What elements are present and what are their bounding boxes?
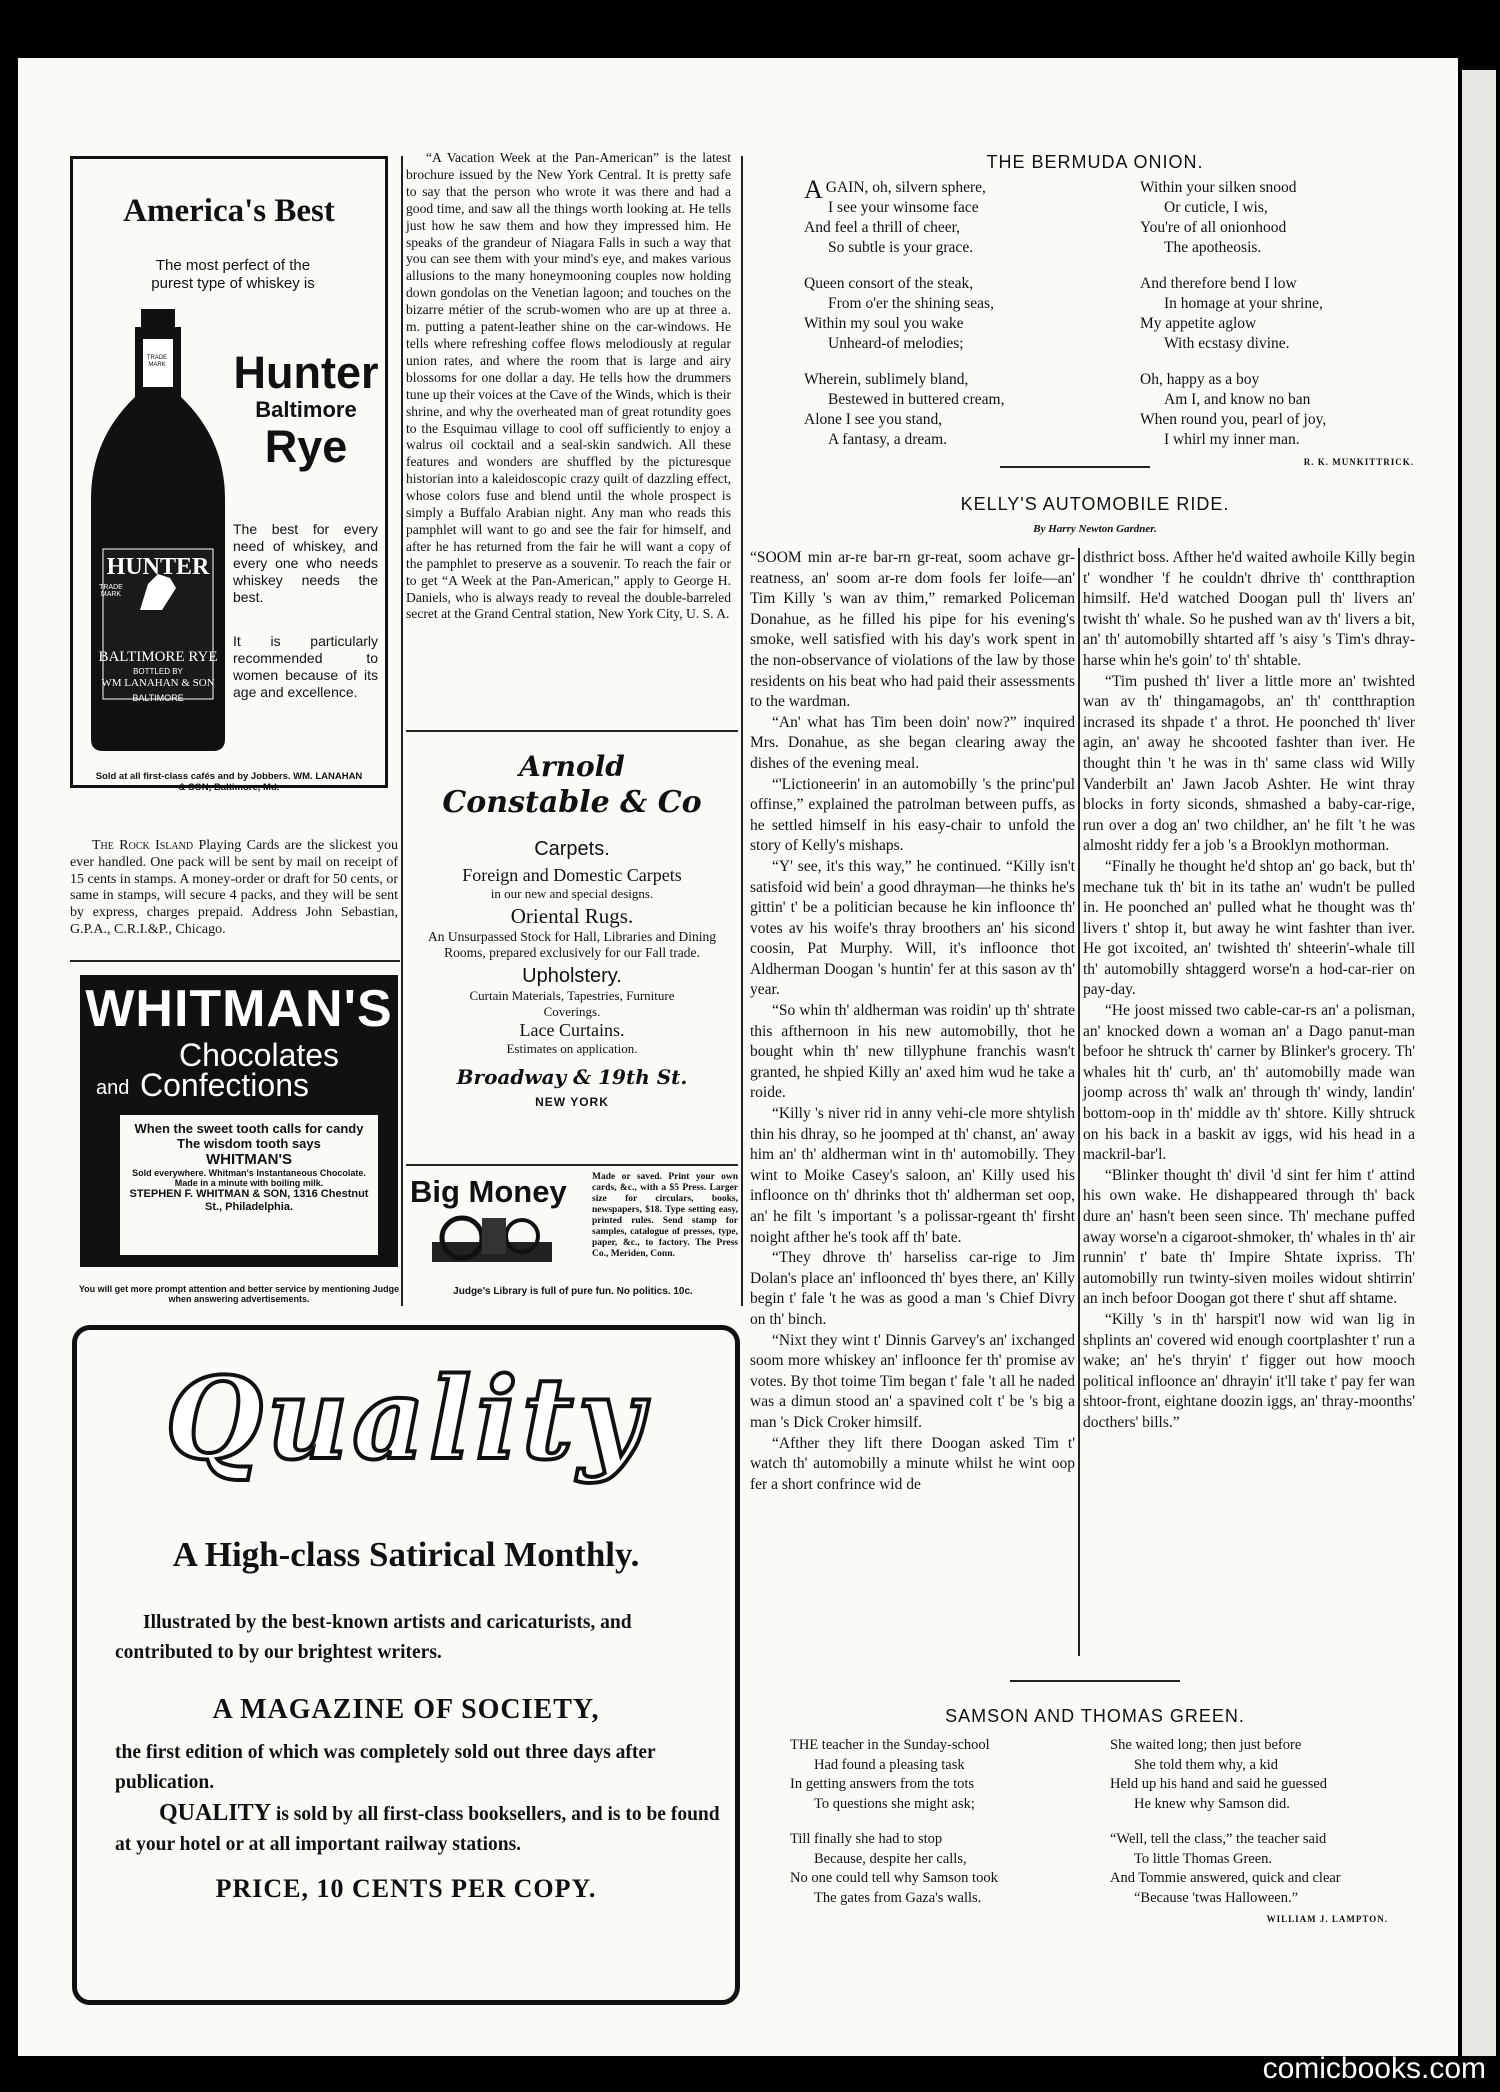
- samson-line: The gates from Gaza's walls.: [814, 1889, 982, 1906]
- quality-p1: Illustrated by the best-known artists and caricaturists, and contributed to by our brightest writers.: [115, 1612, 632, 1663]
- bermuda-author: R. K. MUNKITTRICK.: [1303, 457, 1414, 467]
- arnold-l6: Upholstery.: [522, 965, 622, 987]
- bermuda-line: The apotheosis.: [1164, 239, 1262, 256]
- bermuda-line: Am I, and know no ban: [1164, 391, 1311, 408]
- quality-price: PRICE, 10 CENTS PER COPY.: [215, 1874, 597, 1903]
- bermuda-stanza: [804, 274, 1104, 354]
- arnold-logo-1: Arnold: [519, 750, 625, 783]
- bermuda-line: Alone I see you stand,: [804, 411, 943, 428]
- kelly-para: “So whin th' aldherman was roidin' up th' shtrate this afthernoon in his new automobilly, thot he bought whin th' new tillyphune franchis wasn't granted, he shpied Killy an' axed him wud he take a roide.: [750, 1002, 1075, 1102]
- judge-notice: You will get more prompt attention and better service by mentioning Judge when answering advertisements.: [78, 1284, 400, 1304]
- label-trademark: TRADE MARK: [99, 584, 123, 598]
- bermuda-left: [804, 175, 1104, 466]
- kelly-para: “They dhrove th' harseliss car-rige to Jim Dolan's place an' infloonced th' byes there, an' Killy begin t' fale 't he was as good a man 's Chief Divry on th' binch.: [750, 1249, 1075, 1328]
- rock-island-lead: The Rock Island: [92, 838, 194, 853]
- label-rye: BALTIMORE RYE: [98, 649, 218, 665]
- samson-line: THE teacher in the Sunday-school: [790, 1737, 990, 1753]
- samson-author: WILLIAM J. LAMPTON.: [1266, 1914, 1388, 1924]
- samson-line: Till finally she had to stop: [790, 1831, 943, 1847]
- arnold-l7: Curtain Materials, Tapestries, Furniture Coverings.: [469, 988, 675, 1019]
- arnold-l3: in our new and special designs.: [490, 886, 654, 901]
- bermuda-title: THE BERMUDA ONION.: [986, 152, 1204, 172]
- adjacent-page-edge: [1462, 70, 1496, 2056]
- kelly-col-left: [750, 548, 1075, 1495]
- bermuda-line: Unheard-of melodies;: [828, 335, 964, 352]
- arnold-l10: Broadway & 19th St.: [456, 1065, 688, 1089]
- kelly-para: “Afther they lift there Doogan asked Tim t' watch th' automobilly a minute whilst he wint oop fer a short confrince wid de: [750, 1434, 1075, 1493]
- site-watermark: comicbooks.com: [1262, 2052, 1486, 2085]
- arnold-l2: Foreign and Domestic Carpets: [462, 865, 682, 885]
- label-maker: WM LANAHAN & SON: [101, 677, 215, 689]
- kelly-byline: By Harry Newton Gardner.: [1033, 523, 1157, 535]
- samson-line: To little Thomas Green.: [1134, 1850, 1273, 1867]
- bermuda-line: With ecstasy divine.: [1164, 335, 1290, 352]
- samson-line: “Well, tell the class,” the teacher said: [1110, 1831, 1327, 1847]
- big-money-title: Big Money: [410, 1174, 567, 1209]
- bermuda-line: From o'er the shining seas,: [828, 295, 994, 312]
- quality-ad: [72, 1325, 740, 2005]
- samson-right: [1110, 1736, 1410, 1930]
- bermuda-line: Within your silken snood: [1140, 179, 1297, 196]
- arnold-logo-2: Constable & Co: [442, 785, 702, 820]
- samson-line: She waited long; then just before: [1110, 1737, 1302, 1753]
- bermuda-line: Queen consort of the steak,: [804, 275, 974, 292]
- kelly-para: “Blinker thought th' divil 'd sint fer him t' attind his own wake. He dishappeared through th' back dure an' hasn't been seen since. Th' mechane puffed away worse'n a cigaroot-shmoker, th' whales in th' air runnin' t' bate th' Impire Shtate ixpriss. Th' automobilly run twinty-siven moiles widout shtirrin' an inch befoor Doogan got there t' shut aff shtame.: [1083, 1166, 1415, 1308]
- samson-stanza: [790, 1736, 1110, 1814]
- quality-p4-text: is sold by all first-class booksellers, and is to be found at your hotel or at all important railway stations.: [115, 1804, 720, 1855]
- big-money-ad: [406, 1170, 740, 1270]
- samson-line: In getting answers from the tots: [790, 1776, 975, 1792]
- bermuda-line: AGAIN, oh, silvern sphere,: [804, 175, 986, 204]
- whitmans-confections: Confections: [140, 1067, 309, 1103]
- hunter-headline: America's Best: [123, 193, 335, 229]
- samson-stanza: [790, 1830, 1110, 1908]
- samson-line: To questions she might ask;: [814, 1795, 975, 1812]
- label-bottled: BOTTLED BY: [133, 667, 183, 676]
- samson-line: “Because 'twas Halloween.”: [1134, 1889, 1299, 1906]
- kelly-col-right: [1083, 548, 1415, 1434]
- whitmans-inner-3: Sold everywhere. Whitman's Instantaneous Chocolate. Made in a minute with boiling milk.: [132, 1168, 366, 1188]
- bermuda-line: When round you, pearl of joy,: [1140, 411, 1327, 428]
- rock-island-notice: [70, 838, 398, 939]
- kelly-para: “SOOM min ar-re bar-rn gr-reat, soom achave gr-reatness, an' soom ar-re dom fools fer loife—an' Tim Killy 's wan av thim,” remarked Policeman Donahue, as he filled his pipe for his evening's smoke, well satisfied with his day's work spent in the non-observance of violations of the law by those residents on his beat who had paid their assessments to the wardman.: [750, 549, 1075, 711]
- whitmans-title: WHITMAN'S: [85, 980, 393, 1038]
- quality-logo: Quality: [165, 1354, 647, 1485]
- samson-left: [790, 1736, 1110, 1924]
- whitmans-and: and: [96, 1077, 130, 1099]
- divider: [70, 960, 400, 962]
- quality-subtitle: A High-class Satirical Monthly.: [172, 1535, 640, 1574]
- whitmans-inner-2: WHITMAN'S: [205, 1151, 293, 1168]
- big-money-text: Made or saved. Print your own cards, &c., with a $5 Press. Larger size for circulars, books, newspapers, $18. Type setting easy, printed rules. Send stamp for samples, catalogue of presses, type, paper, &c., to factory. The Press Co., Meriden, Conn.: [592, 1172, 738, 1259]
- bermuda-line: Oh, happy as a boy: [1140, 371, 1260, 388]
- samson-line: Because, despite her calls,: [814, 1850, 967, 1867]
- column-divider: [401, 156, 403, 1306]
- rock-island-text: Playing Cards are the slickest you ever handled. One pack will be sent by mail on receipt of 15 cents in stamps. A money-order or draft for 50 cents, or same in stamps, will secure 4 packs, and they will be sent by express, charges prepaid. Address John Sebastian, G.P.A., C.R.I.&P., Chicago.: [70, 838, 398, 937]
- bermuda-stanza: [804, 370, 1104, 450]
- bermuda-stanza: [1140, 178, 1420, 258]
- bermuda-line: And therefore bend I low: [1140, 275, 1297, 292]
- hunter-footer: Sold at all first-class cafés and by Jobbers. WM. LANAHAN & SON, Baltimore, Md.: [95, 771, 363, 793]
- hunter-copy-1: The best for every need of whiskey, and every one who needs whiskey needs the best.: [233, 521, 378, 605]
- samson-title: SAMSON AND THOMAS GREEN.: [945, 1706, 1245, 1726]
- arnold-l5: An Unsurpassed Stock for Hall, Libraries and Dining Rooms, prepared exclusively for our Fall trade.: [428, 929, 716, 960]
- column-divider: [1078, 548, 1080, 1656]
- bermuda-line: I whirl my inner man.: [1164, 431, 1300, 448]
- bermuda-line: I see your winsome face: [828, 199, 979, 216]
- bermuda-stanza: [1140, 274, 1420, 354]
- column-divider: [741, 156, 743, 1306]
- samson-line: He knew why Samson did.: [1134, 1795, 1290, 1812]
- judge-library: Judge's Library is full of pure fun. No politics. 10c.: [453, 1286, 693, 1297]
- kelly-para: “Nixt they wint t' Dinnis Garvey's an' ixchanged soom more whiskey an' infloonce fer th' promise av votes. By thot toime Tim began t' fale 't all he naded was a dimun stood an' a spavined colt t' be 's big a man 's Dick Croker himsilf.: [750, 1331, 1075, 1431]
- bermuda-line: And feel a thrill of cheer,: [804, 219, 961, 236]
- arnold-l8: Lace Curtains.: [519, 1020, 625, 1040]
- bermuda-line: Bestewed in buttered cream,: [828, 391, 1005, 408]
- samson-stanza: [1110, 1830, 1410, 1908]
- brand-rye: Rye: [264, 421, 348, 472]
- kelly-para: disthrict boss. Afther he'd waited awhoile Killy begin t' wondher 'f he couldn't dhrive th' contthraption himsilf. He'd watched Doogan pull th' livers an' twisht th' whale. So he pushed wan av th' livers a bit, an' th' automobilly shtarted aff 's aisy 's Tim's dhray-harse whin he's goin' to' th' shtable.: [1083, 549, 1415, 669]
- divider: [406, 1164, 738, 1166]
- kelly-para: “Tim pushed th' liver a little more an' twishted wan av th' thingamagobs, an' th' contthraption incrased its shpade t' a throt. He poonched th' liver agin, an' away he shcooted fashter than iver. He thought thin 't he was in th' same class wid Willy Vanderbilt an' Jawn Jacob Ashter. He wint thray blocks in forty siconds, shmashed a baby-car-rige, run over a dog an' two childher, an' he filt 't he was almosht riddy fer a job 's a Brooklyn mothorman.: [1083, 672, 1415, 855]
- arnold-constable-ad: [406, 740, 738, 1160]
- kelly-para: “Y' see, it's this way,” he continued. “Killy isn't satisfoid wid bein' a good dhrayman—he thinks he's gittin' t' be a politician because he kin infloonce th' votes av his woife's thray broothers an' his sicond coosin, Pat Murphy. Will, it's infloonce thot Aldherman Doogan 's huntin' fer at this sason av th' year.: [750, 857, 1075, 999]
- drop-cap: A: [804, 175, 823, 204]
- brand-baltimore: Baltimore: [255, 397, 357, 422]
- brand-hunter: Hunter: [233, 347, 379, 398]
- whitmans-inner-1: When the sweet tooth calls for candy The wisdom tooth says: [134, 1121, 364, 1151]
- bermuda-line: So subtle is your grace.: [828, 239, 974, 256]
- bermuda-right: [1140, 178, 1420, 472]
- hunter-intro: The most perfect of the purest type of whiskey is: [151, 257, 315, 292]
- samson-line: Held up his hand and said he guessed: [1110, 1776, 1328, 1792]
- hunter-rye-ad: [70, 156, 388, 793]
- kelly-para: “Killy 's in th' harspit'l now wid wan lig in shplints an' covered wid enough coortplashter t' run a wake; an' he's thryin' t' figger out how mooch political infloonce an' dhrayin' it'll take t' pay fer wan shtoor-front, eightane doozin iggs, an' thray-moonths' docthers' bills.”: [1083, 1310, 1416, 1431]
- bermuda-line: In homage at your shrine,: [1164, 295, 1323, 312]
- quality-p4: [115, 1798, 725, 1860]
- whitmans-chocolates: Chocolates: [178, 1037, 340, 1073]
- whitmans-inner-box: [120, 1115, 378, 1255]
- bermuda-line: You're of all onionhood: [1140, 219, 1287, 236]
- label-city: BALTIMORE: [132, 693, 184, 703]
- divider: [1000, 466, 1150, 468]
- arnold-l9: Estimates on application.: [506, 1041, 638, 1056]
- quality-p3: the first edition of which was completely sold out three days after publication.: [115, 1742, 656, 1793]
- kelly-para: “Finally he thought he'd shtop an' go back, but th' mechane tuk th' bit in its tathe an' wudn't be pulled in. He poonched an' pulled what he thought was th' livers t' shtop it, but away he wint fashter than iver. He got ixcoited, an' twishted th' shteerin'-whale till th' automobilly shtaggerd worse'n a hod-car-rier on pay-day.: [1083, 857, 1415, 999]
- arnold-l4: Oriental Rugs.: [510, 904, 634, 928]
- label-top: TRADE MARK: [146, 355, 168, 368]
- bermuda-line: Wherein, sublimely bland,: [804, 371, 969, 388]
- samson-line: Had found a pleasing task: [814, 1756, 965, 1773]
- bermuda-line: Or cuticle, I wis,: [1164, 199, 1268, 216]
- bermuda-line: A fantasy, a dream.: [828, 431, 948, 448]
- quality-p2: A MAGAZINE OF SOCIETY,: [212, 1694, 600, 1725]
- samson-line: She told them why, a kid: [1134, 1756, 1279, 1773]
- kelly-para: “Killy 's niver rid in anny vehi-cle more shtylish thin his dhray, so he joomped at th' chanst, an' away him an' th' aldherman wint in th' automobilly. They wint to Moike Casey's saloon, an' Killy used his infloonce on th' dhrinks thot th' aldherman set oop, an' he filt 's important 's a polissar-rgeant th' firsht noight afther he's took aff th' bate.: [750, 1105, 1075, 1246]
- samson-line: No one could tell why Samson took: [790, 1870, 998, 1886]
- bermuda-line: Within my soul you wake: [804, 315, 964, 332]
- kelly-para: “'Lictioneerin' in an automobilly 's the princ'pul offinse,” explained the patrolman between puffs, as he settled himself in his easy-chair to unfold the story of Kelly's mishaps.: [750, 775, 1075, 855]
- samson-line: And Tommie answered, quick and clear: [1110, 1870, 1341, 1886]
- divider: [1010, 1680, 1180, 1682]
- bermuda-stanza: [1140, 370, 1420, 450]
- kelly-title: KELLY'S AUTOMOBILE RIDE.: [960, 494, 1230, 514]
- label-hunter: HUNTER: [106, 554, 210, 580]
- kelly-para: “An' what has Tim been doin' now?” inquired Mrs. Donahue, as she began clearing away the dishes of the evening meal.: [750, 713, 1075, 772]
- printing-press-icon: [422, 1212, 572, 1268]
- hunter-copy-2: It is particularly recommended to women because of its age and excellence.: [233, 633, 378, 700]
- vacation-article: “A Vacation Week at the Pan-American” is the latest brochure issued by the New York Central. It is pretty safe to say that the person who wrote it was there and had a good time, and saw all the things worth looking at. He tells just how he saw them and how they impressed him. He speaks of the grandeur of Niagara Falls in such a way that you can see them with your mind's eye, and makes various allusions to the many honeymooning couples now holding down gondolas on the Venetian lagoon; and touches on the bizarre métier of the scrub-women who are up at three a. m. putting a patent-leather shine on the car-windows. He tells where refreshing coffee flows melodiously at regular union rates, and where the room that is large and airy blossoms for one dollar a day. He tells how the drummers tune up their voices at the Cave of the Winds, which is their shrine, and why the overheated man of great rotundity goes to the Esquimau village to cool off sufficiently to enjoy a walrus oil cocktail and a seal-skin sandwich. All these features and wonders are shuffled by the picturesque historian into a kaleidoscopic crazy quilt of dazzling effect, whose colors fuse and blend until the whole prospect is simply a Buffalo Arabian night. Any man who reads this pamphlet will want to go and see the fair for himself, and after he has returned from the fair he will want a copy of the pamphlet to preserve as a souvenir. To reach the fair or to get “A Week at the Pan-American,” apply to George H. Daniels, who is always ready to reveal the double-barreled secret at the Grand Central station, New York City, U. S. A.: [406, 150, 731, 622]
- quality-p4-name: QUALITY: [159, 1800, 272, 1826]
- whitmans-inner-4: STEPHEN F. WHITMAN & SON, 1316 Chestnut St., Philadelphia.: [129, 1188, 369, 1213]
- bermuda-stanza: [804, 175, 1104, 258]
- samson-stanza: [1110, 1736, 1410, 1814]
- bermuda-line: My appetite aglow: [1140, 315, 1257, 332]
- kelly-para: “He joost missed two cable-car-rs an' a polisman, an' knocked down a woman an' a Dago panut-man befoor he shtruck th' carner by Blinker's grocery. Th' whales hit th' curb, an' th' automobilly made wan joomp across th' walk an' through th' windy, landin' bottom-oop in th' middle av th' shtore. Killy shtruck on his back in a baskit av iggs, wid his head in a mackril-bar'l.: [1083, 1002, 1415, 1164]
- whitmans-ad: [80, 975, 398, 1267]
- arnold-l11: NEW YORK: [535, 1095, 609, 1109]
- divider: [406, 730, 738, 732]
- arnold-l1: Carpets.: [534, 838, 610, 860]
